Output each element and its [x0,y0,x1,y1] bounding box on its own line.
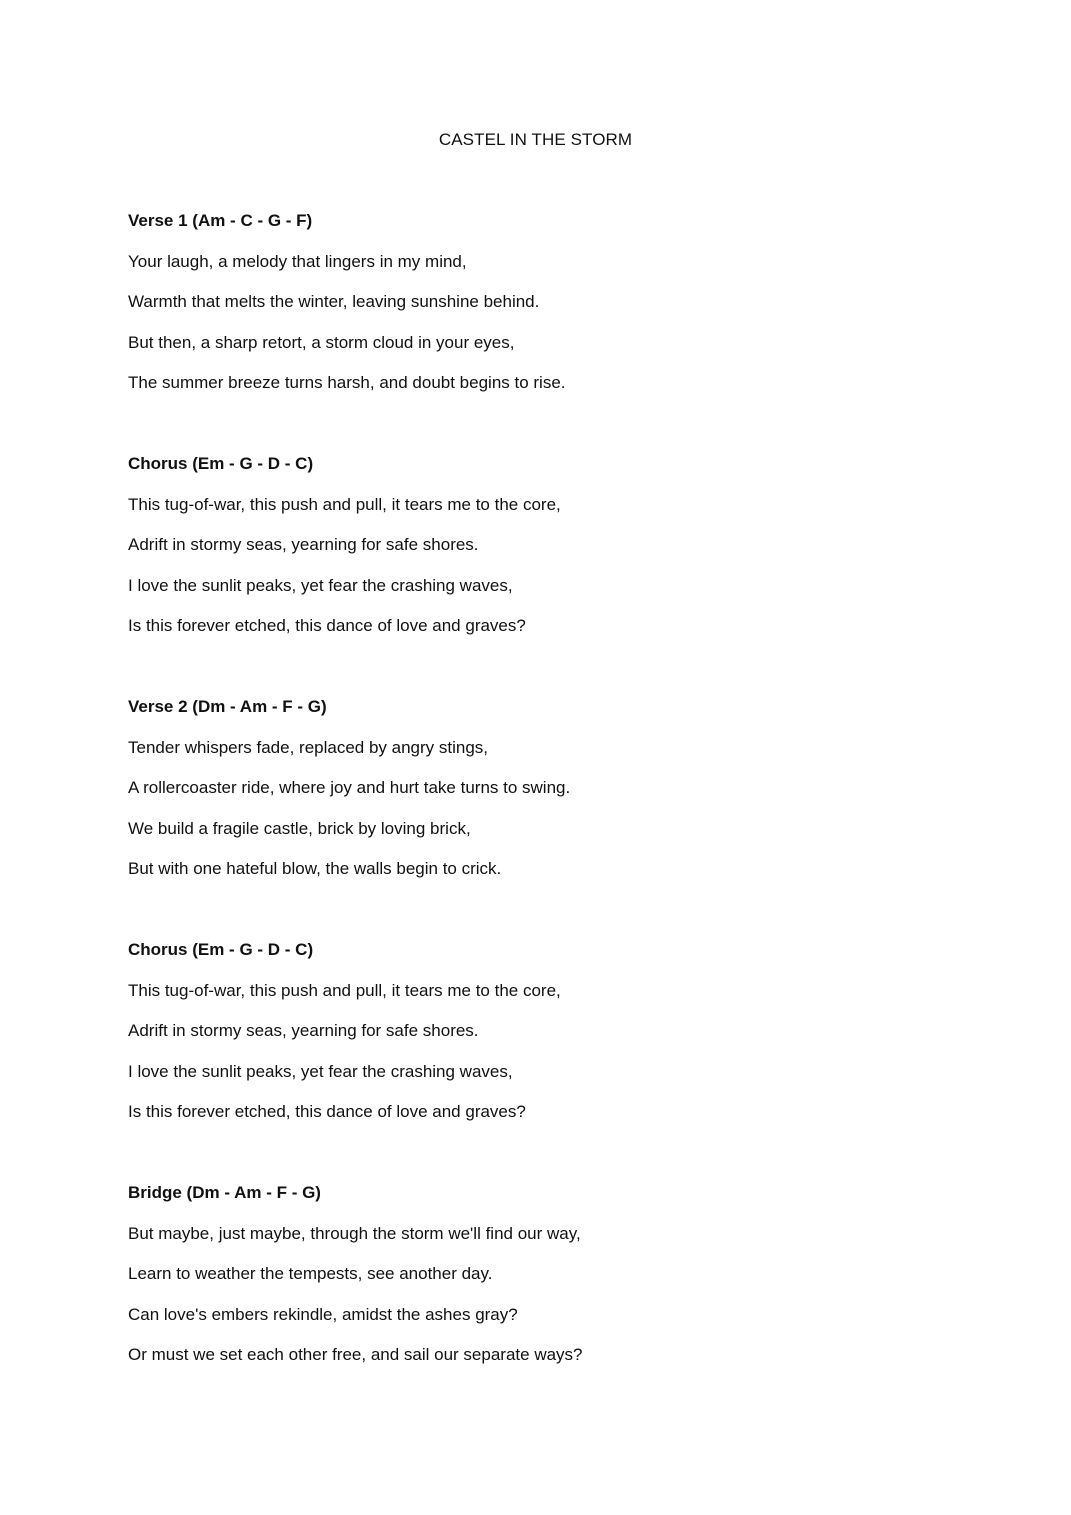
lyric-line: This tug-of-war, this push and pull, it tears me to the core, [128,494,561,514]
section-heading: Chorus (Em - G - D - C) [128,454,314,473]
section-heading: Bridge (Dm - Am - F - G) [128,1183,321,1202]
lyric-line: Tender whispers fade, replaced by angry stings, [128,737,489,757]
lyric-line: Is this forever etched, this dance of love and graves? [128,1102,526,1121]
lyric-line: Your laugh, a melody that lingers in my mind, [128,251,467,271]
song-title: CASTEL IN THE STORM [438,130,633,149]
lyric-line: But with one hateful blow, the walls begin to crick. [128,859,502,878]
lyric-line: Learn to weather the tempests, see another day. [128,1264,493,1283]
lyric-line: We build a fragile castle, brick by loving brick, [128,818,471,838]
lyric-line: Adrift in stormy seas, yearning for safe shores. [128,1021,479,1040]
section-heading: Chorus (Em - G - D - C) [128,940,314,959]
lyrics-body [128,209,948,1367]
lyric-line: I love the sunlit peaks, yet fear the crashing waves, [128,1061,513,1081]
section-verse-1 [128,209,948,395]
section-chorus-1 [128,452,948,638]
lyric-line: A rollercoaster ride, where joy and hurt take turns to swing. [128,778,571,797]
lyric-line: Warmth that melts the winter, leaving sunshine behind. [128,292,540,311]
lyric-line: Is this forever etched, this dance of love and graves? [128,616,526,635]
section-chorus-2 [128,938,948,1124]
lyric-line: I love the sunlit peaks, yet fear the crashing waves, [128,575,513,595]
lyric-line: This tug-of-war, this push and pull, it tears me to the core, [128,980,561,1000]
lyric-line: But then, a sharp retort, a storm cloud in your eyes, [128,332,515,352]
lyric-line: But maybe, just maybe, through the storm we'll find our way, [128,1223,581,1243]
lyric-line: Or must we set each other free, and sail our separate ways? [128,1345,583,1364]
lyric-line: Can love's embers rekindle, amidst the ashes gray? [128,1304,518,1324]
section-heading: Verse 1 (Am - C - G - F) [128,211,313,230]
section-verse-2 [128,695,948,881]
section-bridge [128,1181,948,1367]
section-heading: Verse 2 (Dm - Am - F - G) [128,697,327,716]
lyric-line: Adrift in stormy seas, yearning for safe shores. [128,535,479,554]
lyric-line: The summer breeze turns harsh, and doubt begins to rise. [128,373,566,392]
